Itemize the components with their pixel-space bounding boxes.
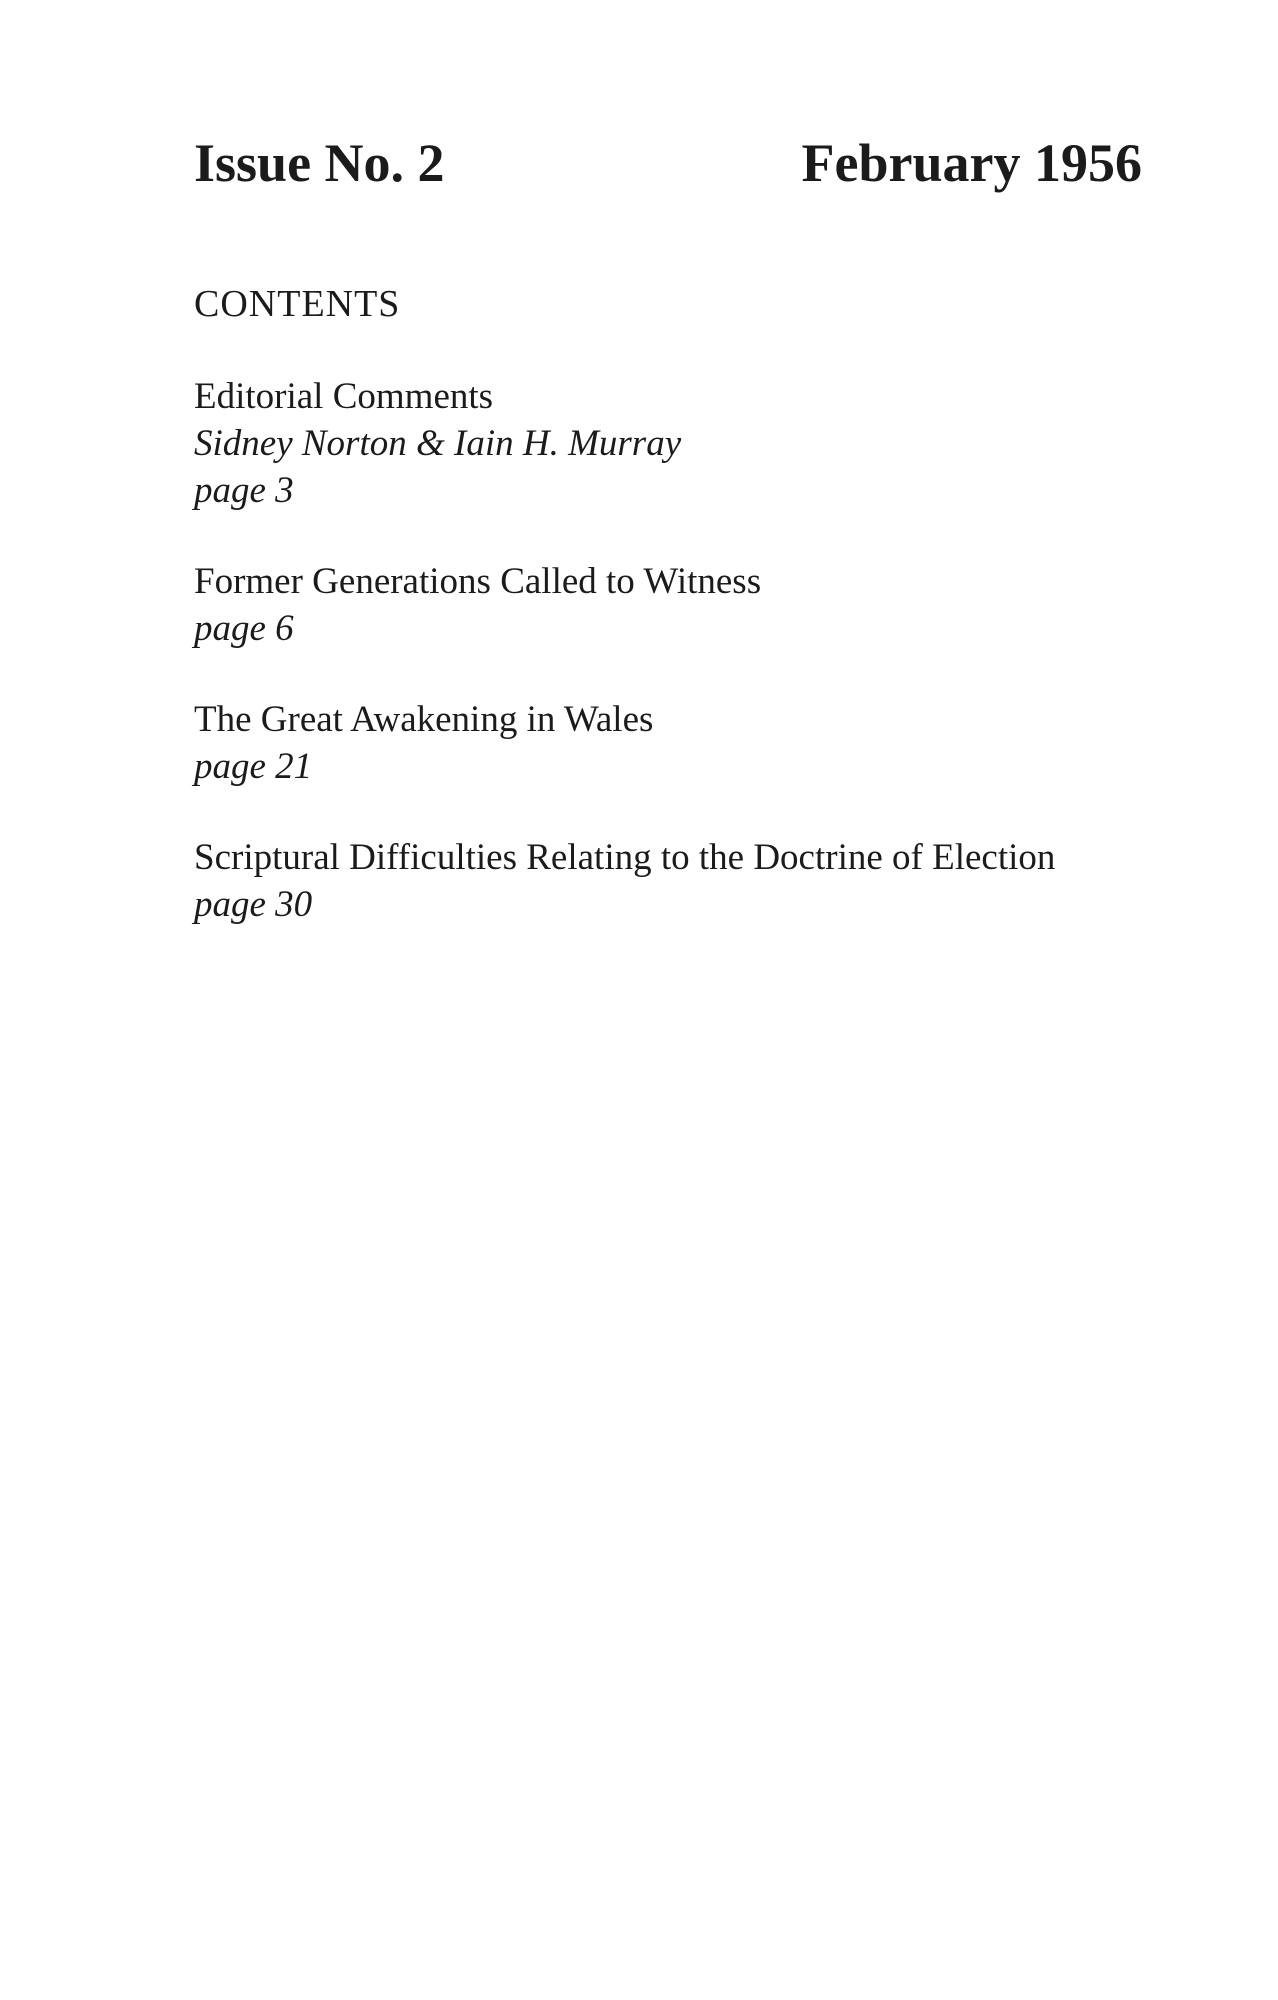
toc-entry-page-ref: page 3	[194, 470, 294, 511]
toc-entry-title: Former Generations Called to Witness	[194, 561, 762, 602]
toc-entry-title: The Great Awakening in Wales	[194, 699, 654, 740]
toc-entry	[194, 558, 1194, 652]
toc-entry-page-ref: page 21	[194, 746, 313, 787]
issue-date: February 1956	[801, 133, 1142, 193]
toc-entry-title: Scriptural Difficulties Relating to the Doctrine of Election	[194, 837, 1056, 878]
toc-entry-page-ref: page 30	[194, 884, 313, 925]
toc-entry-page-ref: page 6	[194, 608, 294, 649]
contents-heading: CONTENTS	[194, 283, 401, 325]
issue-number: Issue No. 2	[194, 133, 445, 193]
toc-entry	[194, 696, 1194, 790]
table-of-contents	[194, 281, 1194, 972]
toc-entry	[194, 373, 1194, 514]
toc-entry-authors: Sidney Norton & Iain H. Murray	[194, 423, 682, 464]
toc-entry	[194, 834, 1194, 928]
masthead	[194, 133, 1142, 193]
toc-entry-title: Editorial Comments	[194, 376, 494, 417]
